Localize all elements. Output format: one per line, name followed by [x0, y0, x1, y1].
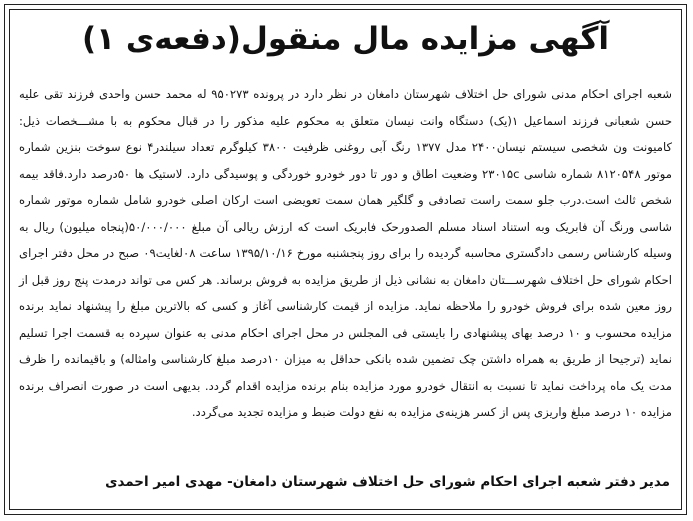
- notice-frame: [4, 4, 687, 515]
- notice-signature: مدیر دفتر شعبه اجرای احکام شورای حل اختلاف شهرستان دامغان- مهدی امیر احمدی: [105, 474, 670, 490]
- notice-body: شعبه اجرای احکام مدنی شورای حل اختلاف شهرستان دامغان در نظر دارد در پرونده ۹۵۰۲۷۳ له محمد حسن واحدی فرزند تقی علیه حسن شعبانی فرزند اسماعیل ۱(یک) دستگاه وانت نیسان متعلق به محکوم علیه مذکور را در قبال محکوم به با مشـــخصات ذیل: کامیونت ون شخصی سیستم نیسان۲۴۰۰ مدل ۱۳۷۷ رنگ آبی روغنی ظرفیت ۳۸۰۰ کیلوگرم تعداد سیلندر۴ نوع سوخت بنزین شماره موتور ۸۱۲۰۵۴۸ شماره شاسی ۲۳۰۱۵c وضعیت اطاق و دور تا دور خودرو خوردگی و پوسیدگی دارد. لاستیک ها ۵۰درصد دارد.فاقد بیمه شخص ثالث است.درب جلو سمت راست تصادفی و گلگیر همان سمت تعویضی است ارکان اصلی خودرو شامل شماره موتور شماره شاسی ورنگ آن فابریک وبه استناد اسناد مسلم الصدورحک فابریک است که ارزش ریالی آن مبلغ ۵۰/۰۰۰/۰۰۰(پنجاه میلیون) ریال به وسیله کارشناس رسمی دادگستری محاسبه گردیده را برای روز پنجشنبه مورخ ۱۳۹۵/۱۰/۱۶ ساعت ۰۸لغایت۰۹ صبح در محل دفتر اجرای احکام شورای حل اختلاف شهرســـتان دامغان به نشانی ذیل از طریق مزایده به فروش برساند. هر کس می تواند درمدت پنج روز قبل از روز معین شده برای فروش خودرو را ملاحظه نماید. مزایده از قیمت کارشناسی آغاز و کسی که بالاترین مبلغ را پیشنهاد نماید برنده مزایده محسوب و ۱۰ درصد بهای پیشنهادی را بایستی فی المجلس در محل اجرای احکام مدنی به عنوان سپرده به قسمت اجرا تسلیم نماید (ترجیحا از طریق به همراه داشتن چک تضمین شده بانکی حداقل به میزان ۱۰درصد مبلغ کارشناسی وامثاله) و باقیمانده را ظرف مدت یک ماه پرداخت نماید تا نسبت به انتقال خودرو مورد مزایده بنام برنده مزایده اقدام گردد. بدیهی است در صورت انصراف برنده مزایده ۱۰ درصد مبلغ واریزی پس از کسر هزینه‌ی مزایده به نفع دولت ضبط و مزایده تجدید می‌گردد.: [19, 87, 673, 419]
- notice-title: آگهی مزایده مال منقول(دفعه‌ی ۱): [81, 21, 609, 57]
